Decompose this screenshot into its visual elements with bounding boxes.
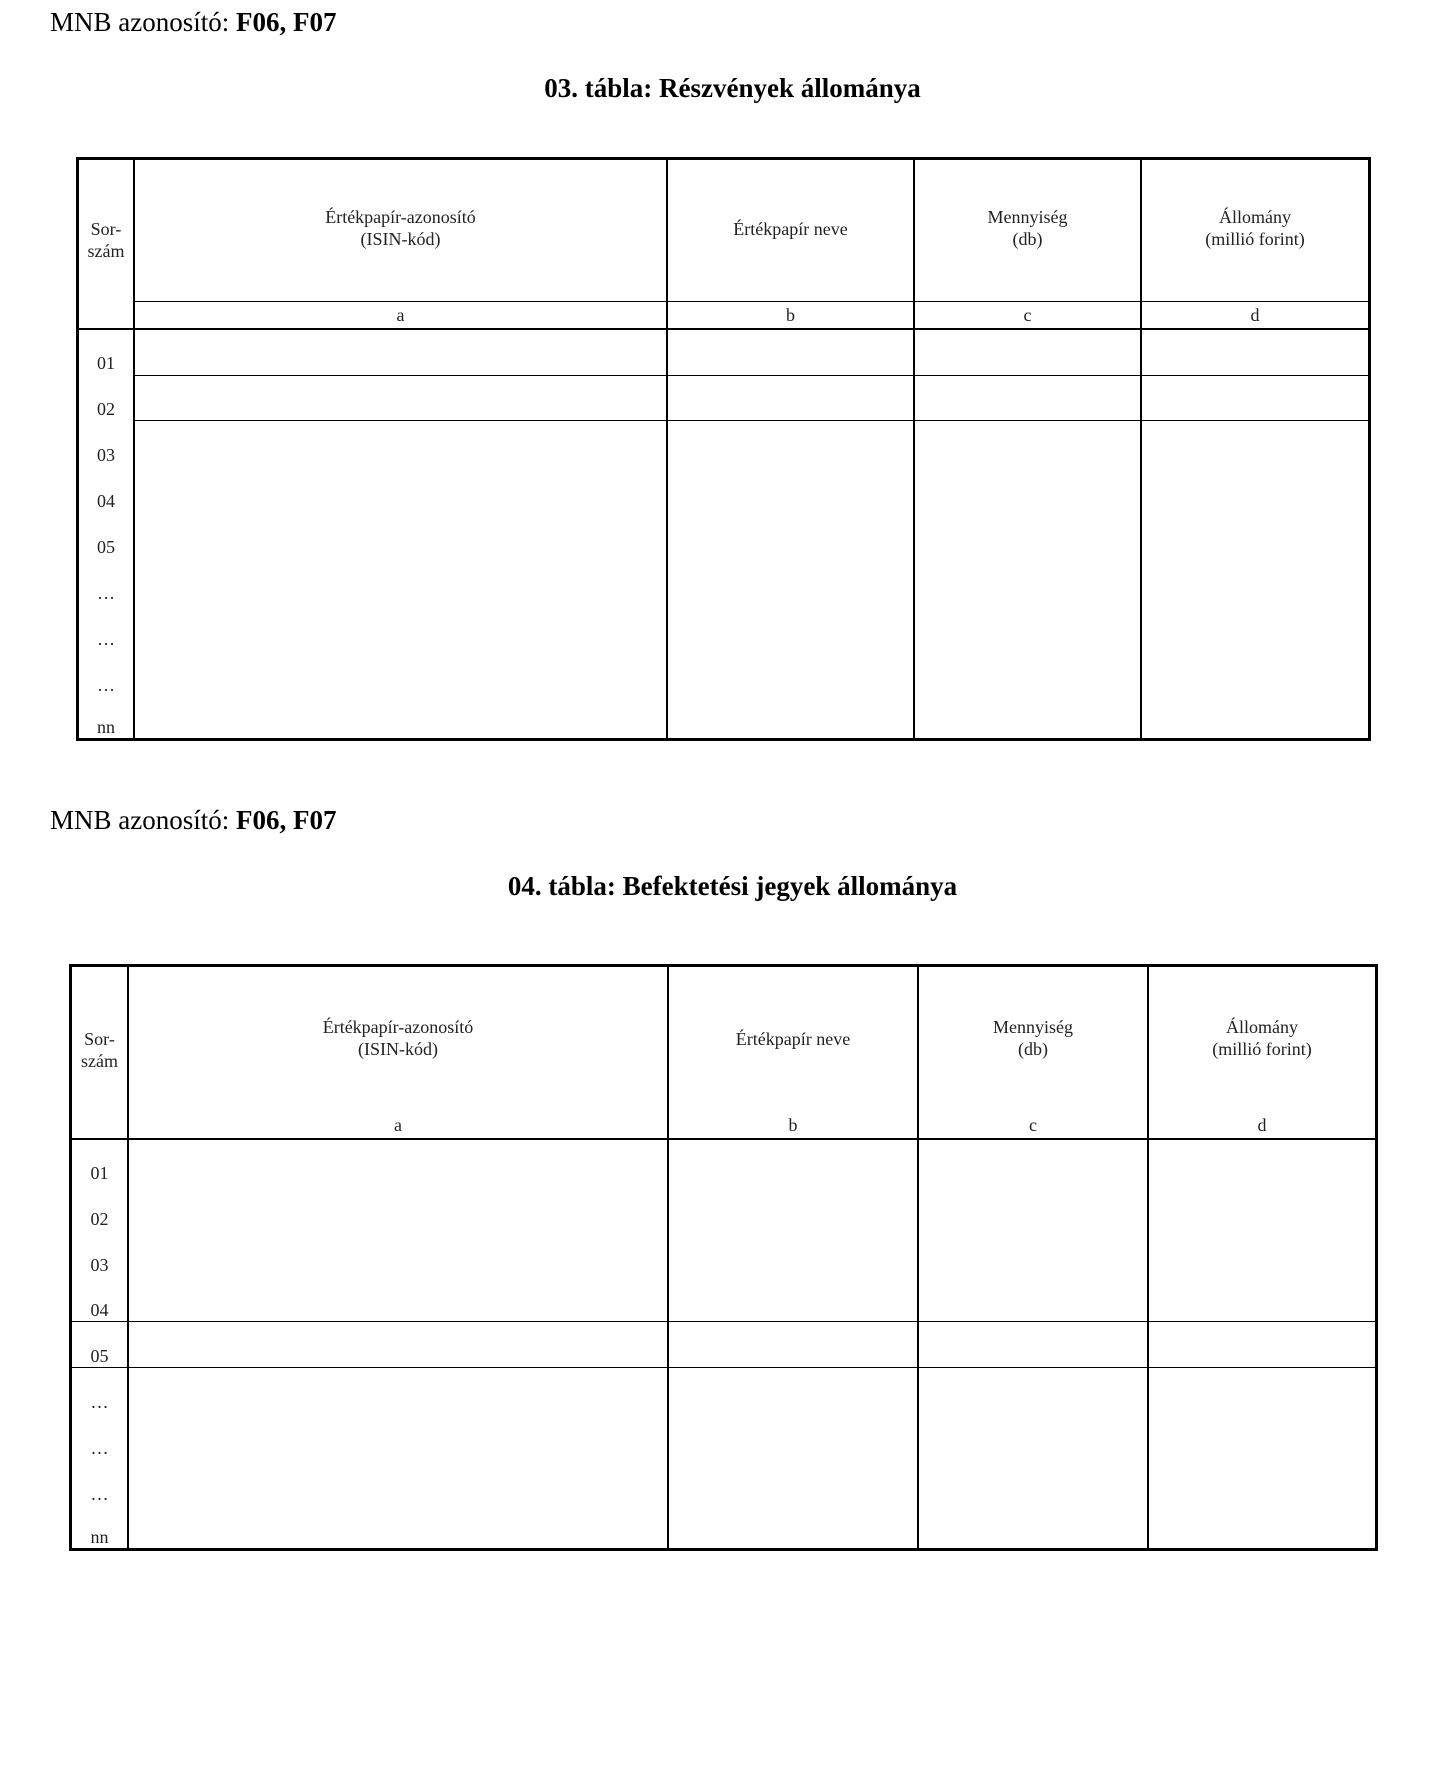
row-label: nn [97,717,115,737]
row-label: 01 [90,1163,109,1183]
column-letter-b: b [788,1115,798,1135]
row-label: 05 [90,1346,109,1366]
table-03 [76,157,1371,741]
mnb-identifier-1 [50,6,337,38]
mnb-label: MNB azonosító: [50,7,230,37]
row-label: … [97,629,115,649]
column-letter-a: a [396,305,405,325]
row-label: … [90,1484,109,1504]
header-isin: Értékpapír-azonosító (ISIN-kód) [325,207,476,249]
row-label: 04 [97,491,115,511]
row-label: 02 [90,1209,109,1229]
column-letter-a: a [394,1115,402,1135]
mnb-label: MNB azonosító: [50,805,230,835]
header-qty: Mennyiség (db) [993,1017,1073,1059]
header-stock: Állomány (millió forint) [1205,207,1305,249]
row-label: 05 [97,537,115,557]
header-qty: Mennyiség (db) [987,207,1068,249]
header-name: Értékpapír neve [733,219,848,239]
row-label: … [97,583,115,603]
row-label: 01 [97,353,115,373]
table-title-03: 03. tábla: Részvények állománya [544,73,921,103]
column-letter-c: c [1029,1115,1037,1135]
mnb-value: F06, F07 [236,7,337,37]
header-name: Értékpapír neve [735,1029,851,1049]
row-label: 03 [97,445,115,465]
row-label: 03 [90,1255,109,1275]
row-label: … [97,675,115,695]
row-label: 04 [90,1300,109,1320]
row-label: … [90,1392,109,1412]
mnb-identifier-2 [50,804,337,836]
table-04 [69,964,1378,1551]
header-sorszam: Sor- szám [87,219,125,261]
column-letter-d: d [1250,305,1260,325]
table-title-04: 04. tábla: Befektetési jegyek állománya [507,871,958,901]
column-letter-c: c [1023,305,1032,325]
header-stock: Állomány (millió forint) [1212,1017,1312,1059]
column-letter-b: b [786,305,795,325]
row-label: 02 [97,399,115,419]
row-label: … [90,1438,109,1458]
row-label: nn [90,1527,109,1547]
header-isin: Értékpapír-azonosító (ISIN-kód) [322,1017,474,1059]
mnb-value: F06, F07 [236,805,337,835]
column-letter-d: d [1257,1115,1267,1135]
header-sorszam: Sor- szám [81,1029,118,1071]
